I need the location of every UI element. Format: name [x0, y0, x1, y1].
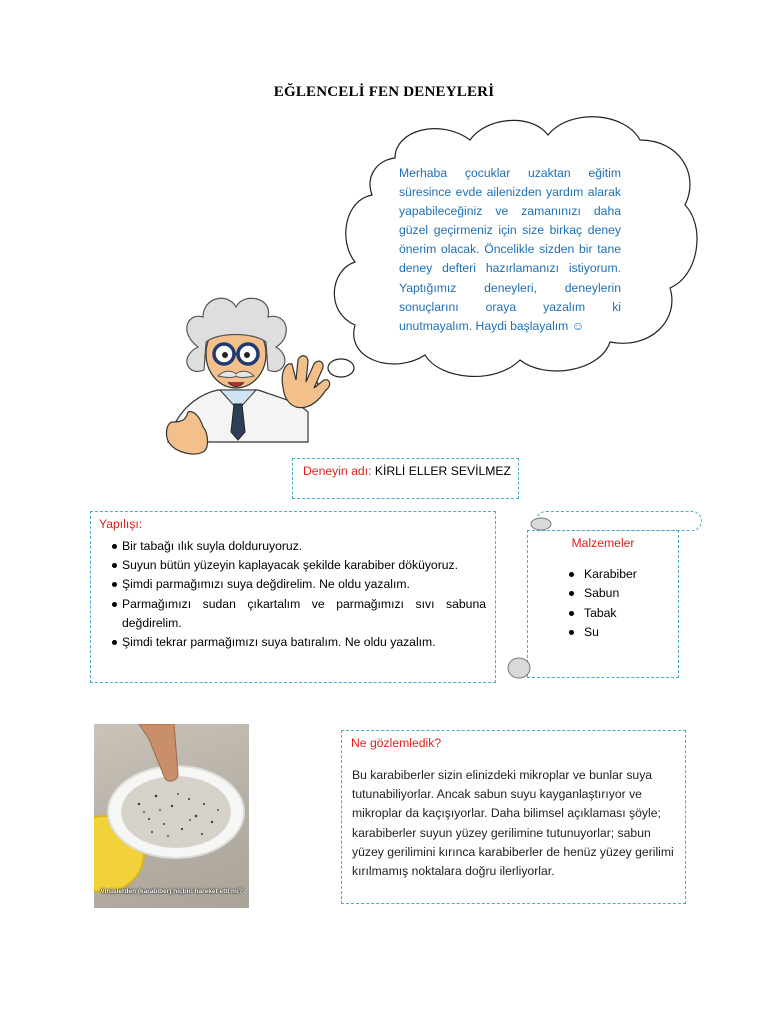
- material-item: Sabun: [584, 584, 637, 603]
- step-item: Parmağımızı sudan çıkartalım ve parmağımızı sıvı sabuna değdirelim.: [122, 595, 486, 633]
- intro-text: Merhaba çocuklar uzaktan eğitim süresince evde ailenizden yardım alarak yapabileceğiniz ve zamanınızı daha güzel geçirmeniz için size birkaç deney önerim olacak. Öncelikle sizden bir tane deney defteri hazırlamanızı istiyorum. Yaptığımız deneyleri, deneylerin sonuçlarını oraya yazalım ki unutmayalım. Haydi başlayalım ☺: [399, 166, 621, 333]
- step-item: Suyun bütün yüzeyin kaplayacak şekilde karabiber döküyoruz.: [122, 556, 486, 575]
- cloud-blob-icon: [529, 516, 553, 532]
- experiment-name: [303, 464, 511, 478]
- observation-heading: Ne gözlemledik?: [351, 736, 442, 750]
- steps-list: [122, 537, 486, 652]
- materials-list: [584, 565, 637, 642]
- step-item: Bir tabağı ılık suyla dolduruyoruz.: [122, 537, 486, 556]
- experiment-name-label: Deneyin adı:: [303, 464, 372, 478]
- material-item: Karabiber: [584, 565, 637, 584]
- experiment-photo: [94, 724, 249, 908]
- photo-caption: Virüslerden (karabiber) hiçbiri hareket etti mi?: [100, 888, 243, 895]
- material-item: Su: [584, 623, 637, 642]
- materials-top-strip: [536, 511, 702, 531]
- scientist-illustration: [148, 292, 333, 468]
- cloud-blob-icon: [506, 656, 532, 680]
- observation-text: Bu karabiberler sizin elinizdeki mikroplar ve bunlar suya tutunabiliyorlar. Ancak sabun suyu kayganlaştırıyor ve mikroplar da kaçışıyorlar. Daha bilimsel açıklaması şöyle; karabiberler suyun yüzey gerilimine tutunuyorlar; sabun yüzey gerilimini kırınca karabiberler de henüz yüzey gerilimi kırılmamış noktalara doğru ilerliyorlar.: [352, 768, 674, 879]
- step-item: Şimdi tekrar parmağımızı suya batıralım. Ne oldu yazalım.: [122, 633, 486, 652]
- experiment-name-value: KİRLİ ELLER SEVİLMEZ: [371, 464, 511, 478]
- materials-heading: Malzemeler: [571, 536, 635, 550]
- plate-illustration: [94, 724, 249, 908]
- steps-heading: Yapılışı:: [99, 517, 143, 531]
- step-item: Şimdi parmağımızı suya değdirelim. Ne oldu yazalım.: [122, 575, 486, 594]
- material-item: Tabak: [584, 604, 637, 623]
- page-title: EĞLENCELİ FEN DENEYLERİ: [273, 84, 495, 100]
